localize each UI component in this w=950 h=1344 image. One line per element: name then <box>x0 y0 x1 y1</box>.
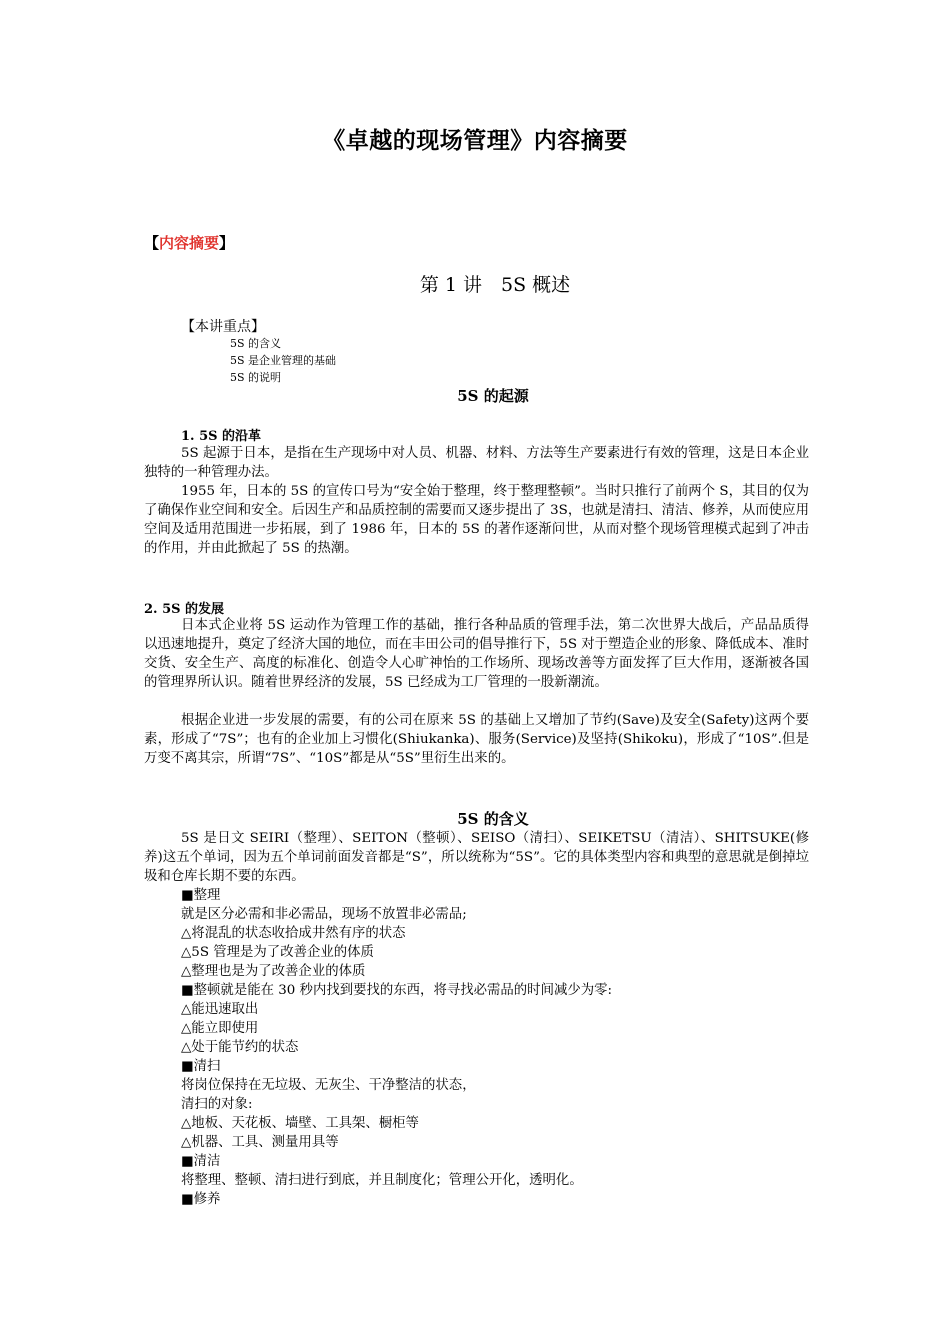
focus-item: 5S 的含义 <box>230 337 282 350</box>
list-line: ■修养 <box>181 1192 221 1207</box>
summary-label-text: 内容摘要 <box>159 234 220 252</box>
list-line: 清扫的对象: <box>181 1097 253 1112</box>
summary-bracket-open: 【 <box>144 234 160 252</box>
list-line: ■清洁 <box>181 1154 221 1169</box>
list-line: 将整理、整顿、清扫进行到底，并且制度化；管理公开化，透明化。 <box>181 1173 583 1188</box>
summary-bracket-close: 】 <box>219 234 235 252</box>
list-line: △机器、工具、测量用具等 <box>181 1135 339 1150</box>
lecture-title: 第 1 讲 5S 概述 <box>419 274 571 296</box>
focus-heading: 【本讲重点】 <box>181 319 265 335</box>
list-line: 将岗位保持在无垃圾、无灰尘、干净整洁的状态， <box>181 1078 476 1093</box>
list-line: △整理也是为了改善企业的体质 <box>181 964 366 979</box>
subsection-heading-history: 1. 5S 的沿革 <box>181 429 262 444</box>
list-line: △处于能节约的状态 <box>181 1040 299 1055</box>
paragraph-origin-1: 5S 起源于日本，是指在生产现场中对人员、机器、材料、方法等生产要素进行有效的管理，这是日本企业独特的一种管理办法。 <box>144 446 809 481</box>
section-title-meaning: 5S 的含义 <box>457 810 529 828</box>
list-line: △能立即使用 <box>181 1021 259 1036</box>
paragraph-origin-2: 1955 年，日本的 5S 的宣传口号为“安全始于整理，终于整理整顿”。当时只推行了前两个 S，其目的仅为了确保作业空间和安全。后因生产和品质控制的需要而又逐步提出了 3S，也就是清扫、清洁、修养，从而使应用空间及适用范围进一步拓展，到了 1986 年，日本的 5S 的著作逐渐问世，从而对整个现场管理模式起到了冲击的作用，并由此掀起了 5S 的热潮。 <box>144 484 809 557</box>
list-line: △将混乱的状态收拾成井然有序的状态 <box>181 926 406 941</box>
list-line: △地板、天花板、墙壁、工具架、橱柜等 <box>181 1116 419 1131</box>
paragraph-development-2: 根据企业进一步发展的需要，有的公司在原来 5S 的基础上又增加了节约(Save)及安全(Safety)这两个要素，形成了“7S”；也有的企业加上习惯化(Shiukanka)、服务(Service)及坚持(Shikoku)，形成了“10S”.但是万变不离其宗，所谓“7S”、“10S”都是从“5S”里衍生出来的。 <box>144 713 809 767</box>
focus-item: 5S 是企业管理的基础 <box>230 354 337 367</box>
list-line: △5S 管理是为了改善企业的体质 <box>181 945 374 960</box>
list-line: ■清扫 <box>181 1059 221 1074</box>
section-title-origin: 5S 的起源 <box>457 387 529 405</box>
paragraph-meaning-1: 5S 是日文 SEIRI（整理）、SEITON（整顿）、SEISO（清扫）、SEIKETSU（清洁）、SHITSUKE(修养)这五个单词，因为五个单词前面发音都是“S”，所以统称为“5S”。它的具体类型内容和典型的意思就是倒掉垃圾和仓库长期不要的东西。 <box>144 831 809 885</box>
list-line: 就是区分必需和非必需品，现场不放置非必需品; <box>181 907 467 922</box>
list-line: ■整顿就是能在 30 秒内找到要找的东西，将寻找必需品的时间减少为零: <box>181 983 613 998</box>
focus-item: 5S 的说明 <box>230 371 282 384</box>
summary-label <box>144 232 234 253</box>
list-line: △能迅速取出 <box>181 1002 259 1017</box>
list-line: ■整理 <box>181 888 221 903</box>
paragraph-development-1: 日本式企业将 5S 运动作为管理工作的基础，推行各种品质的管理手法，第二次世界大战后，产品品质得以迅速地提升，奠定了经济大国的地位，而在丰田公司的倡导推行下，5S 对于塑造企业的形象、降低成本、准时交货、安全生产、高度的标准化、创造令人心旷神怡的工作场所、现场改善等方面发挥了巨大作用，逐渐被各国的管理界所认识。随着世界经济的发展，5S 已经成为工厂管理的一股新潮流。 <box>144 618 809 691</box>
subsection-heading-development: 2. 5S 的发展 <box>144 602 225 617</box>
document-title: 《卓越的现场管理》内容摘要 <box>322 128 628 154</box>
